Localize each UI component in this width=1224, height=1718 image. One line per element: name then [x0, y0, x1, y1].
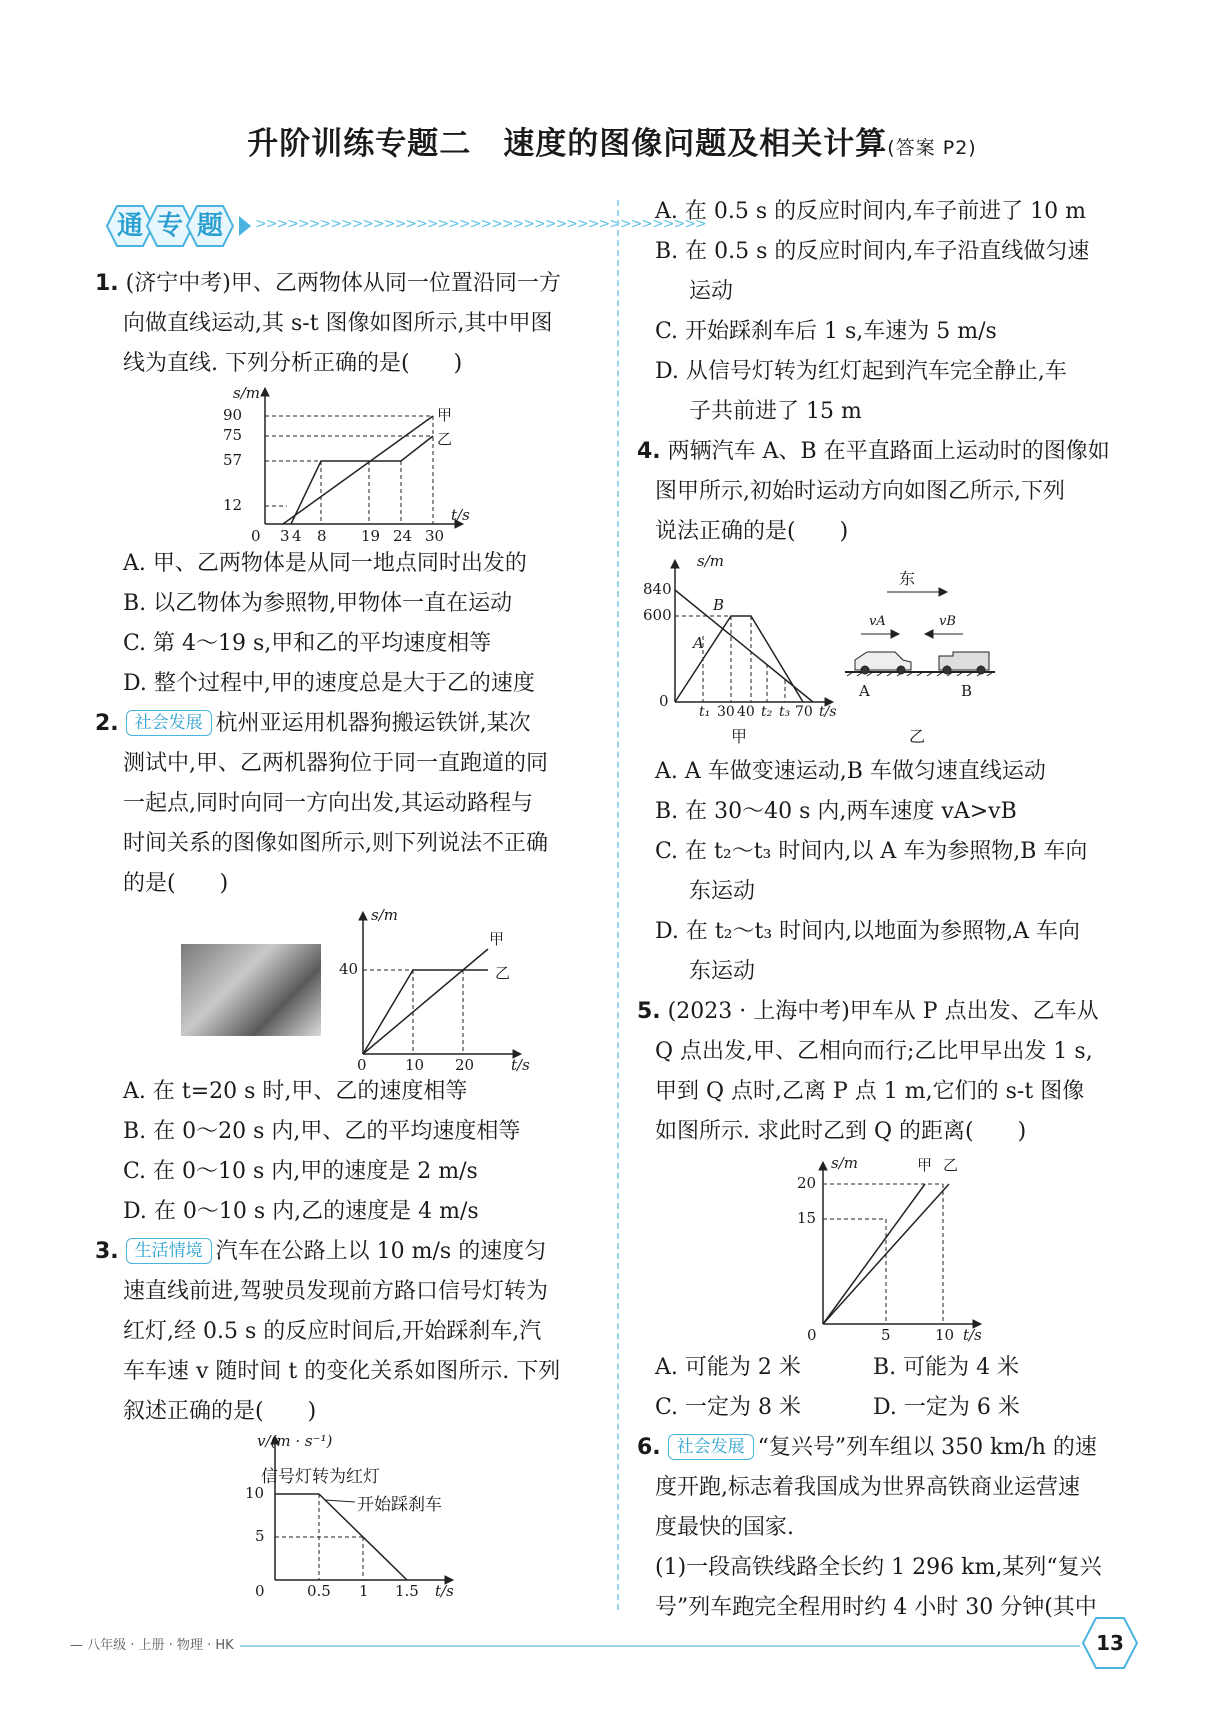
q4-xtick-70: 70 — [795, 704, 813, 720]
q1-text-line-1: (济宁中考)甲、乙两物体从同一位置沿同一方 — [125, 271, 561, 296]
q4-xlabel: t/s — [819, 704, 837, 720]
q1-ytick-75: 75 — [223, 426, 243, 444]
q5-xtick-5: 5 — [881, 1326, 891, 1344]
q1-series-jia: 甲 — [437, 406, 453, 424]
question-6 — [637, 1428, 1149, 1628]
q2-origin: 0 — [357, 1056, 367, 1074]
q5-origin: 0 — [807, 1326, 817, 1344]
column-divider — [617, 200, 619, 1610]
page-number: 13 — [1096, 1631, 1124, 1655]
q2-text-line-1: 杭州亚运用机器狗搬运铁饼,某次 — [215, 711, 531, 736]
q1-xtick-24: 24 — [393, 527, 413, 545]
q4-vb-label: vB — [939, 614, 956, 629]
q3-option-c[interactable]: C. 开始踩刹车后 1 s,车速为 5 m/s — [655, 319, 997, 344]
question-1 — [95, 264, 607, 704]
q4-figure — [643, 552, 1149, 752]
q3-text-line-3: 红灯,经 0.5 s 的反应时间后,开始踩刹车,汽 — [123, 1319, 542, 1344]
q1-text-line-2: 向做直线运动,其 s-t 图像如图所示,其中甲图 — [123, 311, 553, 336]
q6-text-line-2: 度开跑,标志着我国成为世界高铁商业运营速 — [655, 1475, 1080, 1500]
q4-ytick-840: 840 — [643, 580, 672, 598]
q1-xtick-19: 19 — [361, 527, 381, 545]
q4-option-c-cont: 东运动 — [689, 879, 756, 904]
q1-ytick-12: 12 — [223, 496, 243, 514]
badge-chars — [110, 204, 230, 248]
q5-line-jia — [823, 1184, 925, 1324]
q1-xlabel: t/s — [451, 506, 470, 524]
q4-caption-yi: 乙 — [909, 727, 926, 746]
q3-number: 3. — [95, 1239, 119, 1264]
q5-text-line-2: Q 点出发,甲、乙相向而行;乙比甲早出发 1 s, — [655, 1039, 1093, 1064]
q2-ylabel: s/m — [371, 906, 398, 924]
q2-text-line-4: 时间关系的图像如图所示,则下列说法不正确 — [123, 831, 548, 856]
q3-option-d-cont: 子共前进了 15 m — [689, 399, 862, 424]
q1-xtick-3: 3 — [280, 527, 290, 545]
q1-origin: 0 — [251, 527, 261, 545]
q5-xlabel: t/s — [963, 1326, 982, 1344]
q1-number: 1. — [95, 271, 119, 296]
q5-text-line-4: 如图所示. 求此时乙到 Q 的距离( ) — [655, 1119, 1027, 1144]
q3-text-line-5: 叙述正确的是( ) — [123, 1399, 317, 1424]
q5-options-row-2 — [655, 1388, 1149, 1428]
q3-option-b[interactable]: B. 在 0.5 s 的反应时间内,车子沿直线做匀速 — [655, 239, 1090, 264]
q3-ytick-10: 10 — [245, 1484, 265, 1502]
q4-caption-jia: 甲 — [731, 727, 748, 746]
q4-origin: 0 — [659, 692, 669, 710]
q5-xtick-10: 10 — [935, 1326, 955, 1344]
q2-ytick-40: 40 — [339, 960, 359, 978]
section-badge — [105, 200, 706, 252]
q4-ylabel: s/m — [697, 552, 724, 570]
q2-xtick-10: 10 — [405, 1056, 425, 1074]
q4-xtick-40: 40 — [737, 704, 755, 720]
q1-xtick-30: 30 — [425, 527, 445, 545]
q3-annotation-red-light: 信号灯转为红灯 — [261, 1467, 380, 1487]
title-text: 升阶训练专题二 速度的图像问题及相关计算 — [247, 126, 888, 162]
q3-origin: 0 — [255, 1582, 265, 1600]
q4-text-line-2: 图甲所示,初始时运动方向如图乙所示,下列 — [655, 479, 1065, 504]
page-title — [0, 118, 1224, 163]
q3-xtick-1: 1 — [359, 1582, 369, 1600]
q2-text-line-3: 一起点,同时向同一方向出发,其运动路程与 — [123, 791, 533, 816]
q5-option-c[interactable]: C. 一定为 8 米 — [655, 1395, 802, 1420]
q5-series-jia: 甲 — [917, 1156, 933, 1174]
q3-tag: 生活情境 — [126, 1238, 212, 1264]
q2-line-yi — [363, 970, 488, 1054]
q5-text-line-3: 甲到 Q 点时,乙离 P 点 1 m,它们的 s-t 图像 — [655, 1079, 1085, 1104]
q4-option-a[interactable]: A. A 车做变速运动,B 车做匀速直线运动 — [655, 759, 1046, 784]
q3-xtick-1-5: 1.5 — [395, 1582, 419, 1600]
q4-xtick-30: 30 — [717, 704, 735, 720]
q3-text-line-1: 汽车在公路上以 10 m/s 的速度匀 — [215, 1239, 547, 1264]
q1-option-d[interactable]: D. 整个过程中,甲的速度总是大于乙的速度 — [123, 671, 535, 696]
badge-char-1: 通 — [116, 211, 143, 241]
footer-book-text: 八年级 · 上册 · 物理 · HK — [87, 1638, 234, 1653]
q1-option-c[interactable]: C. 第 4～19 s,甲和乙的平均速度相等 — [123, 631, 492, 656]
q4-curve-label-a: A — [693, 634, 704, 652]
q6-text-line-4: (1)一段高铁线路全长约 1 296 km,某列“复兴 — [655, 1555, 1102, 1580]
q3-option-d[interactable]: D. 从信号灯转为红灯起到汽车完全静止,车 — [655, 359, 1067, 384]
q4-line-a — [675, 616, 803, 702]
q6-number: 6. — [637, 1435, 661, 1460]
q4-text-line-3: 说法正确的是( ) — [655, 519, 849, 544]
q5-ytick-15: 15 — [797, 1209, 817, 1227]
q1-series-yi: 乙 — [437, 430, 453, 448]
footer-rule — [240, 1645, 1080, 1647]
q2-series-jia: 甲 — [489, 930, 505, 948]
q4-curve-label-b: B — [713, 596, 725, 614]
q5-graph — [655, 1152, 1149, 1348]
q1-line-yi — [291, 436, 433, 524]
q2-tag: 社会发展 — [126, 710, 212, 736]
q3-option-a[interactable]: A. 在 0.5 s 的反应时间内,车子前进了 10 m — [655, 199, 1086, 224]
q1-ytick-57: 57 — [223, 451, 243, 469]
q6-tag: 社会发展 — [668, 1434, 754, 1460]
q3-text-line-2: 速直线前进,驾驶员发现前方路口信号灯转为 — [123, 1279, 548, 1304]
q4-east-label: 东 — [899, 569, 916, 588]
title-answer-ref: (答案 P2) — [887, 137, 977, 159]
q1-ytick-90: 90 — [223, 406, 243, 424]
q1-text-line-3: 线为直线. 下列分析正确的是( ) — [123, 351, 463, 376]
q4-option-b[interactable]: B. 在 30～40 s 内,两车速度 vA>vB — [655, 799, 1017, 824]
question-5 — [637, 992, 1149, 1428]
q5-option-d[interactable]: D. 一定为 6 米 — [873, 1395, 1020, 1420]
q4-number: 4. — [637, 439, 661, 464]
q5-ytick-20: 20 — [797, 1174, 817, 1192]
badge-char-3: 题 — [196, 211, 223, 241]
q3-ytick-5: 5 — [255, 1527, 265, 1545]
q2-text-line-5: 的是( ) — [123, 871, 229, 896]
q3-ylabel: v/(m · s⁻¹) — [257, 1432, 333, 1450]
question-4 — [637, 432, 1149, 992]
q2-option-b[interactable]: B. 在 0～20 s 内,甲、乙的平均速度相等 — [123, 1119, 521, 1144]
q2-number: 2. — [95, 711, 119, 736]
q4-ytick-600: 600 — [643, 606, 672, 624]
q4-diagram-yi — [845, 588, 995, 676]
q3-annotation-brake: 开始踩刹车 — [357, 1495, 442, 1515]
q1-option-b[interactable]: B. 以乙物体为参照物,甲物体一直在运动 — [123, 591, 513, 616]
q1-line-jia — [283, 416, 433, 524]
q2-figure — [95, 904, 607, 1072]
q1-graph — [95, 384, 607, 544]
q5-number: 5. — [637, 999, 661, 1024]
q2-xtick-20: 20 — [455, 1056, 475, 1074]
q5-text-line-1: (2023 · 上海中考)甲车从 P 点出发、乙车从 — [667, 999, 1099, 1024]
q5-series-yi: 乙 — [943, 1156, 959, 1174]
q4-va-label: vA — [869, 614, 886, 629]
q2-text-line-2: 测试中,甲、乙两机器狗位于同一直跑道的同 — [123, 751, 548, 776]
q4-option-d-cont: 东运动 — [689, 959, 756, 984]
q5-options-row-1 — [655, 1348, 1149, 1388]
q1-xtick-4: 4 — [292, 527, 302, 545]
q5-option-a[interactable]: A. 可能为 2 米 — [655, 1355, 801, 1380]
right-column — [637, 192, 1149, 1628]
badge-arrows: >>>>>>>>>>>>>>>>>>>>>>>>>>>>>>>>>>>>>>>>>> — [255, 216, 706, 232]
q4-text-line-1: 两辆汽车 A、B 在平直路面上运动时的图像如 — [667, 439, 1110, 464]
q4-option-c[interactable]: C. 在 t₂～t₃ 时间内,以 A 车为参照物,B 车向 — [655, 839, 1088, 864]
footer-book-info: — 八年级 · 上册 · 物理 · HK — [70, 1638, 234, 1653]
q2-xlabel: t/s — [511, 1056, 530, 1074]
q4-xtick-t3: t₃ — [779, 704, 791, 720]
q3-xtick-0-5: 0.5 — [307, 1582, 331, 1600]
q4-point-a: A — [859, 682, 870, 700]
q2-series-yi: 乙 — [495, 964, 511, 982]
q1-option-a[interactable]: A. 甲、乙两物体是从同一地点同时出发的 — [123, 551, 527, 576]
q6-text-line-5: 号”列车跑完全程用时约 4 小时 30 分钟(其中 — [655, 1595, 1097, 1620]
q6-text-line-1: “复兴号”列车组以 350 km/h 的速 — [757, 1435, 1097, 1460]
question-2 — [95, 704, 607, 1232]
q2-option-c[interactable]: C. 在 0～10 s 内,甲的速度是 2 m/s — [123, 1159, 478, 1184]
q3-xlabel: t/s — [435, 1582, 454, 1600]
q2-option-a[interactable]: A. 在 t=20 s 时,甲、乙的速度相等 — [123, 1079, 468, 1104]
q2-option-d[interactable]: D. 在 0～10 s 内,乙的速度是 4 m/s — [123, 1199, 479, 1224]
q1-ylabel: s/m — [233, 384, 260, 402]
q3-graph — [95, 1432, 607, 1604]
q2-line-jia — [363, 949, 488, 1054]
q3-text-line-4: 车车速 v 随时间 t 的变化关系如图所示. 下列 — [123, 1359, 561, 1384]
q1-xtick-8: 8 — [317, 527, 327, 545]
question-3 — [95, 1232, 607, 1604]
q4-xtick-t2: t₂ — [761, 704, 773, 720]
q5-ylabel: s/m — [831, 1154, 858, 1172]
q5-option-b[interactable]: B. 可能为 4 米 — [873, 1355, 1020, 1380]
left-column — [95, 264, 607, 1604]
q4-point-b: B — [961, 682, 973, 700]
q4-xtick-t1: t₁ — [699, 704, 711, 720]
badge-char-2: 专 — [156, 211, 183, 241]
q3-option-b-cont: 运动 — [689, 279, 734, 304]
q4-option-d[interactable]: D. 在 t₂～t₃ 时间内,以地面为参照物,A 车向 — [655, 919, 1081, 944]
q6-text-line-3: 度最快的国家. — [655, 1515, 794, 1540]
q2-graph — [95, 904, 607, 1072]
